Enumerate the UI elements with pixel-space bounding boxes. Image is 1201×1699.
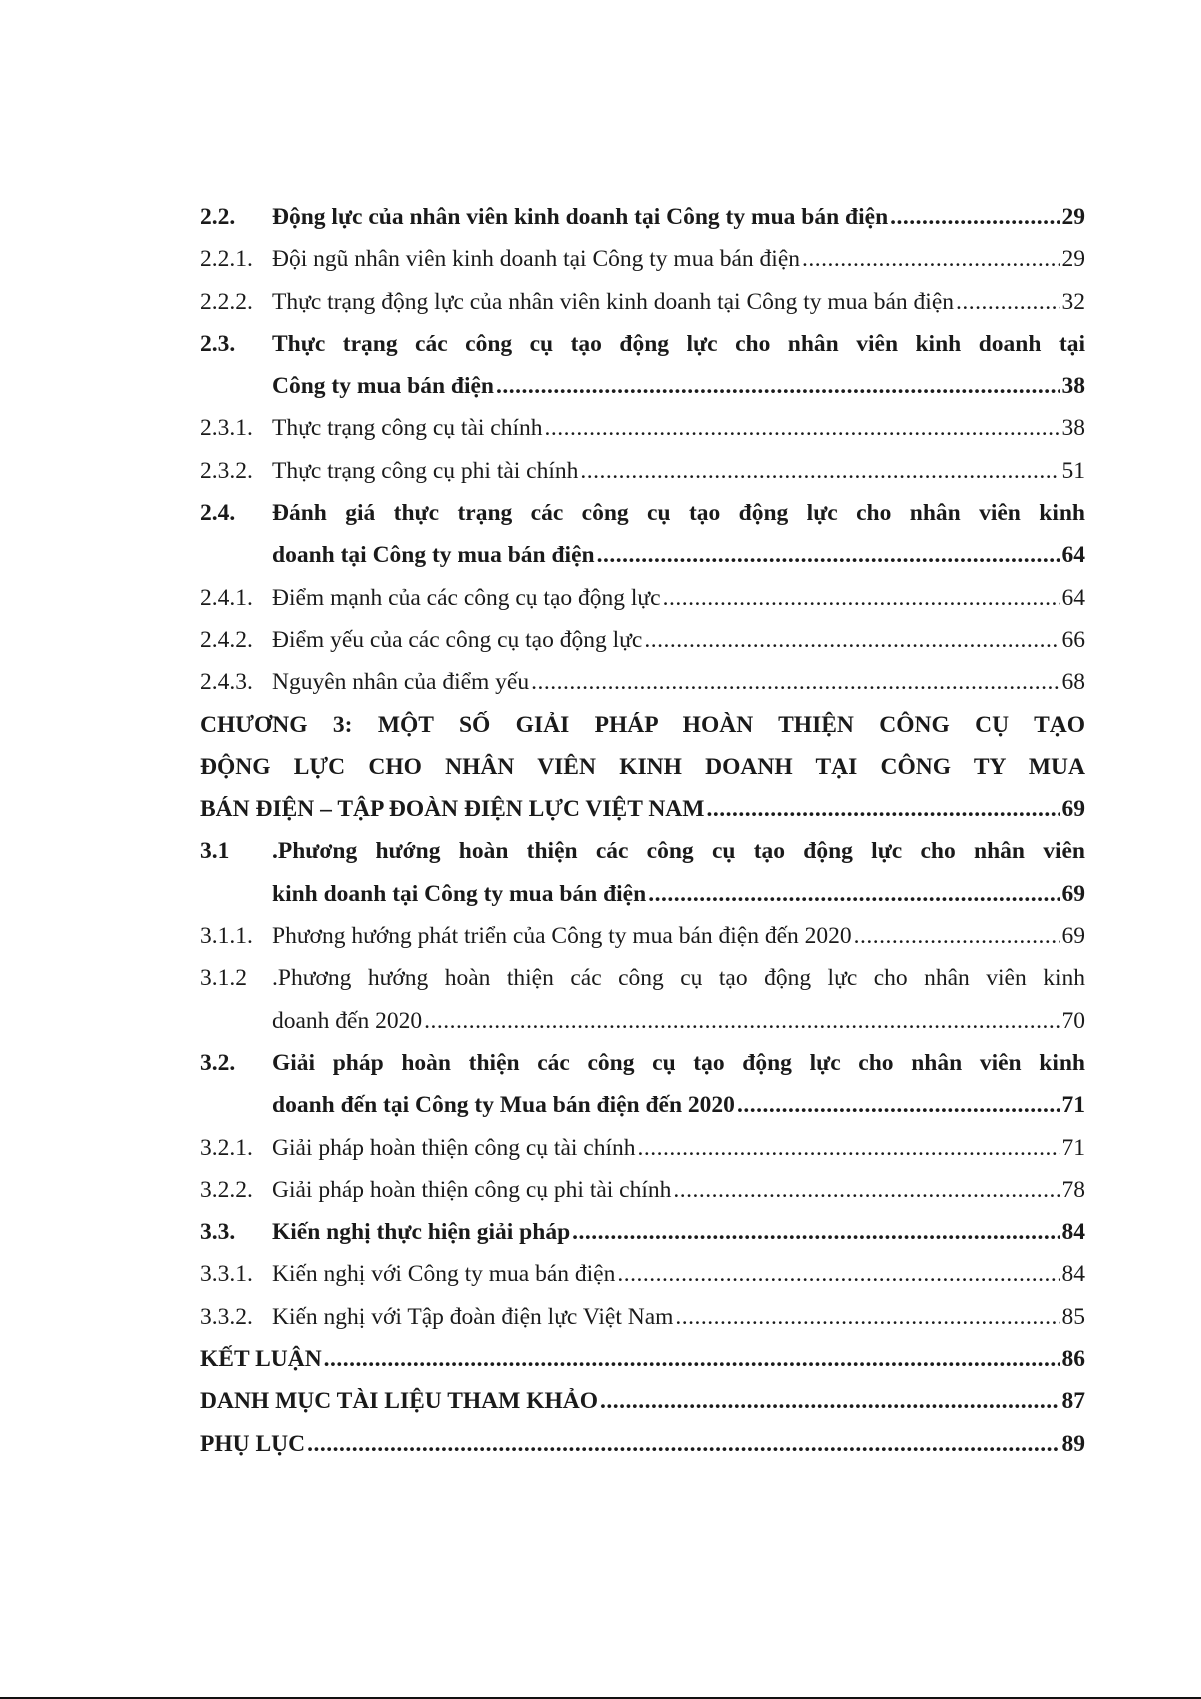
toc-entry-page-number: 78	[1061, 1176, 1085, 1203]
toc-entry-page-number: 85	[1061, 1303, 1085, 1330]
toc-entry-page-number: 64	[1061, 542, 1085, 569]
toc-entry[interactable]	[200, 1042, 1085, 1127]
toc-entry-number: 2.2.1.	[200, 246, 253, 273]
toc-entry-title-line: Thực trạng công cụ tài chính	[272, 415, 543, 442]
toc-entry-page-number: 29	[1061, 204, 1085, 230]
toc-entry-title-line: Giải pháp hoàn thiện công cụ phi tài chính	[272, 1176, 672, 1203]
toc-entry-title-line: Nguyên nhân của điểm yếu	[272, 669, 530, 696]
dot-leader	[802, 238, 1059, 280]
toc-entry-title-line: .Phương hướng hoàn thiện các công cụ tạo động lực cho nhân viên kinh	[272, 965, 1085, 992]
toc-entry[interactable]	[200, 830, 1085, 915]
toc-entry[interactable]	[200, 281, 1085, 323]
toc-entry-number: 3.1.1.	[200, 923, 253, 950]
toc-entry-page-number: 32	[1061, 288, 1085, 315]
toc-entry-title-line: BÁN ĐIỆN – TẬP ĐOÀN ĐIỆN LỰC VIỆT NAM	[200, 796, 705, 823]
toc-entry-page-number: 71	[1061, 1092, 1085, 1119]
toc-entry-page-number: 69	[1061, 923, 1085, 950]
toc-entry[interactable]	[200, 704, 1085, 831]
dot-leader	[580, 450, 1059, 492]
toc-entry-title-line: Công ty mua bán điện	[272, 373, 494, 400]
toc-entry-page-number: 51	[1061, 457, 1085, 484]
toc-entry-number: 2.2.	[200, 204, 236, 230]
toc-entry-number: 3.1	[200, 838, 230, 865]
dot-leader	[854, 915, 1060, 957]
toc-entry[interactable]	[200, 957, 1085, 1042]
toc-entry-number: 2.4.2.	[200, 626, 253, 653]
toc-entry[interactable]	[200, 196, 1085, 238]
toc-entry-page-number: 89	[1061, 1430, 1085, 1457]
dot-leader	[617, 1253, 1059, 1295]
toc-entry-page-number: 64	[1061, 584, 1085, 611]
dot-leader	[496, 365, 1060, 407]
toc-entry-title-line: doanh đến tại Công ty Mua bán điện đến 2020	[272, 1092, 735, 1119]
dot-leader	[324, 1338, 1060, 1380]
table-of-contents	[200, 196, 1085, 1465]
toc-entry-number: 3.2.1.	[200, 1134, 253, 1161]
toc-entry-page-number: 29	[1061, 246, 1085, 273]
dot-leader	[648, 873, 1059, 915]
toc-entry-title-line: Giải pháp hoàn thiện công cụ tài chính	[272, 1134, 636, 1161]
toc-entry[interactable]	[200, 238, 1085, 280]
dot-leader	[531, 661, 1059, 703]
toc-entry-number: 3.1.2	[200, 965, 247, 992]
toc-entry-page-number: 66	[1061, 626, 1085, 653]
dot-leader	[572, 1211, 1059, 1253]
toc-entry-number: 2.3.2.	[200, 457, 253, 484]
toc-entry[interactable]	[200, 323, 1085, 408]
toc-entry-title-line: PHỤ LỤC	[200, 1430, 306, 1457]
dot-leader	[644, 619, 1059, 661]
dot-leader	[424, 1000, 1059, 1042]
dot-leader	[673, 1169, 1059, 1211]
dot-leader	[956, 281, 1059, 323]
toc-entry-number: 3.3.2.	[200, 1303, 253, 1330]
toc-entry-title-line: Đội ngũ nhân viên kinh doanh tại Công ty mua bán điện	[272, 246, 801, 273]
toc-entry[interactable]	[200, 619, 1085, 661]
toc-entry[interactable]	[200, 450, 1085, 492]
toc-entry-page-number: 70	[1061, 1007, 1085, 1034]
toc-entry-page-number: 69	[1061, 796, 1085, 823]
toc-entry-page-number: 84	[1061, 1261, 1085, 1288]
toc-entry-title-line: CHƯƠNG 3: MỘT SỐ GIẢI PHÁP HOÀN THIỆN CÔNG CỤ TẠO	[200, 711, 1085, 738]
toc-entry-number: 2.3.1.	[200, 415, 253, 442]
toc-entry[interactable]	[200, 1296, 1085, 1338]
toc-entry-title-line: Kiến nghị với Tập đoàn điện lực Việt Nam	[272, 1303, 674, 1330]
toc-entry-title-line: Động lực của nhân viên kinh doanh tại Công ty mua bán điện	[272, 204, 889, 230]
toc-entry[interactable]	[200, 1127, 1085, 1169]
toc-entry-number: 3.3.	[200, 1219, 236, 1246]
dot-leader	[890, 196, 1059, 238]
toc-entry-number: 3.3.1.	[200, 1261, 253, 1288]
toc-entry[interactable]	[200, 1423, 1085, 1465]
toc-entry-number: 2.3.	[200, 330, 236, 357]
toc-entry-title-line: KẾT LUẬN	[200, 1346, 322, 1373]
toc-entry[interactable]	[200, 1338, 1085, 1380]
toc-entry-title-line: Thực trạng công cụ phi tài chính	[272, 457, 579, 484]
toc-entry-title-line: ĐỘNG LỰC CHO NHÂN VIÊN KINH DOANH TẠI CÔNG TY MUA	[200, 753, 1085, 780]
toc-entry-number: 2.4.3.	[200, 669, 253, 696]
toc-entry[interactable]	[200, 1169, 1085, 1211]
toc-entry-number: 2.4.	[200, 500, 236, 527]
toc-entry-title-line: doanh đến 2020	[272, 1007, 423, 1034]
toc-entry-title-line: .Phương hướng hoàn thiện các công cụ tạo động lực cho nhân viên	[272, 838, 1085, 865]
toc-entry-number: 2.2.2.	[200, 288, 253, 315]
toc-entry[interactable]	[200, 577, 1085, 619]
dot-leader	[638, 1127, 1060, 1169]
dot-leader	[675, 1296, 1059, 1338]
toc-entry-page-number: 69	[1061, 880, 1085, 907]
dot-leader	[545, 407, 1060, 449]
toc-entry-title-line: DANH MỤC TÀI LIỆU THAM KHẢO	[200, 1388, 599, 1415]
toc-entry-title-line: Giải pháp hoàn thiện các công cụ tạo động lực cho nhân viên kinh	[272, 1049, 1085, 1076]
toc-entry[interactable]	[200, 492, 1085, 577]
dot-leader	[706, 788, 1059, 830]
toc-entry-page-number: 38	[1061, 373, 1085, 400]
toc-entry-page-number: 87	[1061, 1388, 1085, 1415]
dot-leader	[663, 577, 1060, 619]
toc-entry-title-line: Đánh giá thực trạng các công cụ tạo động lực cho nhân viên kinh	[272, 500, 1085, 527]
dot-leader	[737, 1084, 1060, 1126]
toc-entry-page-number: 86	[1061, 1346, 1085, 1373]
toc-entry-title-line: Điểm yếu của các công cụ tạo động lực	[272, 626, 643, 653]
toc-entry-title-line: Phương hướng phát triển của Công ty mua bán điện đến 2020	[272, 923, 852, 950]
toc-entry-title-line: kinh doanh tại Công ty mua bán điện	[272, 880, 647, 907]
toc-entry[interactable]	[200, 407, 1085, 449]
toc-entry[interactable]	[200, 915, 1085, 957]
toc-entry-number: 3.2.	[200, 1049, 236, 1076]
toc-entry-title-line: Thực trạng động lực của nhân viên kinh doanh tại Công ty mua bán điện	[272, 288, 955, 315]
dot-leader	[307, 1423, 1059, 1465]
toc-entry-title-line: Kiến nghị với Công ty mua bán điện	[272, 1261, 616, 1288]
toc-entry-number: 2.4.1.	[200, 584, 253, 611]
toc-entry-title-line: Kiến nghị thực hiện giải pháp	[272, 1219, 571, 1246]
dot-leader	[597, 534, 1060, 576]
toc-entry-page-number: 84	[1061, 1219, 1085, 1246]
toc-entry[interactable]	[200, 661, 1085, 703]
toc-entry-number: 3.2.2.	[200, 1176, 253, 1203]
toc-entry-title-line: Điểm mạnh của các công cụ tạo động lực	[272, 584, 661, 611]
toc-entry-title-line: Thực trạng các công cụ tạo động lực cho nhân viên kinh doanh tại	[272, 330, 1085, 357]
toc-entry-page-number: 38	[1061, 415, 1085, 442]
toc-entry-page-number: 68	[1061, 669, 1085, 696]
toc-entry[interactable]	[200, 1211, 1085, 1253]
toc-entry-page-number: 71	[1061, 1134, 1085, 1161]
toc-entry[interactable]	[200, 1253, 1085, 1295]
toc-entry[interactable]	[200, 1380, 1085, 1422]
toc-entry-title-line: doanh tại Công ty mua bán điện	[272, 542, 595, 569]
dot-leader	[600, 1380, 1059, 1422]
